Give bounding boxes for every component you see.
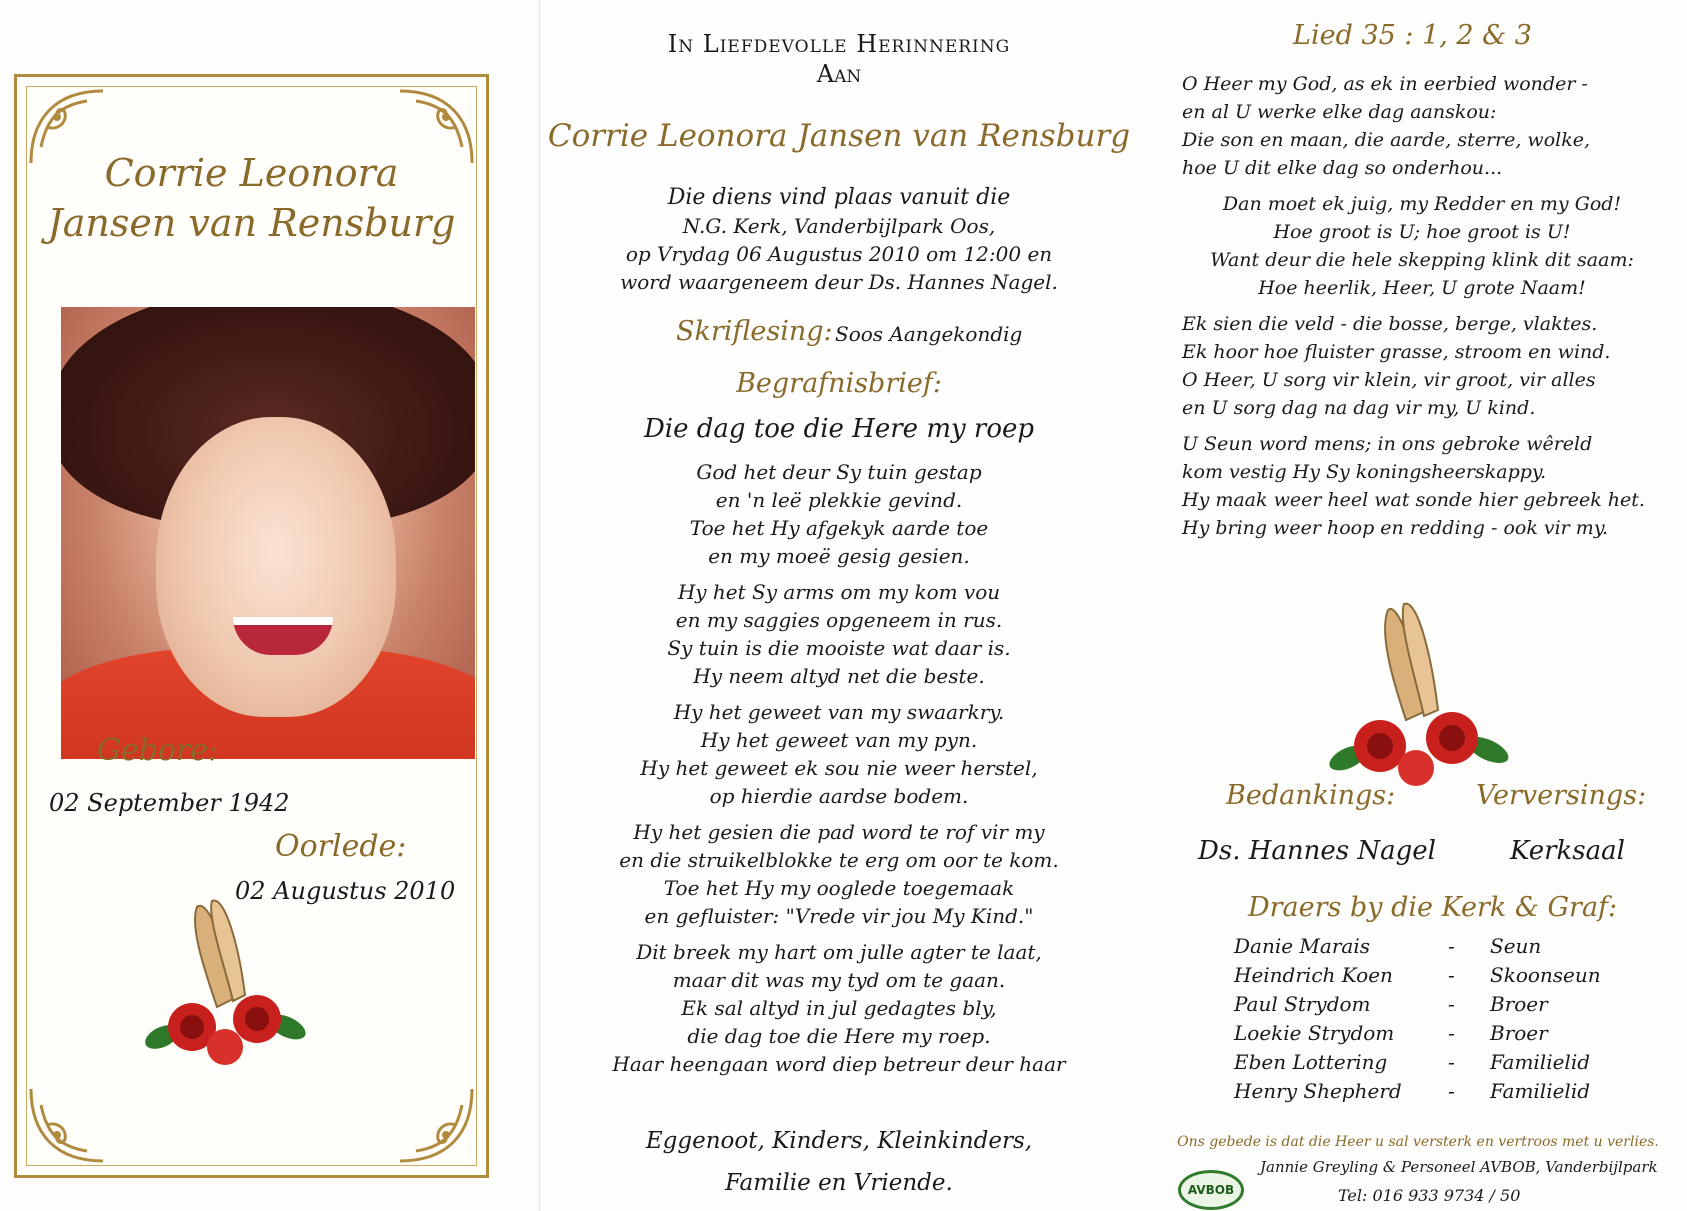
prayer-note: Ons gebede is dat die Heer u sal versterk en vertroos met u verlies.: [1177, 1134, 1659, 1150]
thanks-label: Bedankings:: [1226, 780, 1396, 811]
portrait-photo: [61, 307, 475, 759]
died-label: Oorlede:: [275, 829, 407, 864]
deceased-name-line2: Jansen van Rensburg: [47, 201, 456, 245]
bearer-row: Paul Strydom - Broer: [1234, 992, 1548, 1016]
service-line: word waargeneem deur Ds. Hannes Nagel.: [620, 270, 1058, 294]
bearer-row: Henry Shepherd - Familielid: [1234, 1079, 1591, 1103]
praying-hands-roses-icon: [137, 887, 317, 1067]
heading-to: Aan: [816, 60, 862, 88]
funeral-letter-title: Die dag toe die Here my roep: [643, 414, 1035, 444]
funeral-letter-label: Begrafnisbrief:: [736, 368, 942, 399]
hymn-verse: Ek sien die veld - die bosse, berge, vlaktes. Ek hoor hoe fluister grasse, stroom en wind. O Heer, U sorg vir klein, vir groot, vir alles en U sorg dag na dag vir my, U kind.: [1182, 313, 1611, 419]
thanks-value: Ds. Hannes Nagel: [1198, 836, 1436, 866]
poem-stanza: Hy het gesien die pad word te rof vir my en die struikelblokke te erg om oor te kom. Toe het Hy my ooglede toegemaak en gefluister: "Vrede vir jou My Kind.": [619, 820, 1059, 928]
born-date: 02 September 1942: [49, 789, 290, 817]
service-line: Die diens vind plaas vanuit die: [667, 185, 1011, 210]
poem-stanza: Hy het Sy arms om my kom vou en my saggies opgeneem in rus. Sy tuin is die mooiste wat daar is. Hy neem altyd net die beste.: [667, 580, 1011, 688]
service-line: op Vrydag 06 Augustus 2010 om 12:00 en: [625, 242, 1053, 266]
bearers-list: [1234, 934, 1674, 1114]
hymn-verse: U Seun word mens; in ons gebroke wêreld kom vestig Hy Sy koningsheerskappy. Hy maak weer heel wat sonde hier gebreek het. Hy bring weer hoop en redding - ook vir my.: [1182, 433, 1645, 539]
poem-stanza: Hy het geweet van my swaarkry. Hy het geweet van my pyn. Hy het geweet ek sou nie weer herstel, op hierdie aardse bodem.: [640, 700, 1038, 808]
praying-hands-roses-icon: [1318, 590, 1518, 790]
reading-label: Skriflesing:: [676, 316, 833, 347]
memorial-card-frame: [14, 74, 489, 1178]
service-details: [540, 184, 1138, 296]
undertaker-line: Jannie Greyling & Personeel AVBOB, Vanderbijlpark: [1260, 1158, 1658, 1176]
hymn-verse: Dan moet ek juig, my Redder en my God! Hoe groot is U; hoe groot is U! Want deur die hele skepping klink dit saam: Hoe heerlik, Heer, U grote Naam!: [1210, 193, 1634, 299]
family-line1: Eggenoot, Kinders, Kleinkinders,: [645, 1128, 1033, 1154]
left-panel: [0, 0, 540, 1211]
hymn-verses: [1182, 70, 1682, 550]
ornament-corner-icon: [396, 1085, 476, 1165]
middle-panel: [540, 0, 1138, 1211]
poem-stanza: God het deur Sy tuin gestap en 'n leë plekkie gevind. Toe het Hy afgekyk aarde toe en my moeë gesig gesien.: [689, 460, 989, 568]
bearer-row: Danie Marais - Seun: [1234, 934, 1542, 958]
deceased-name-line1: Corrie Leonora: [104, 151, 399, 195]
bearer-row: Loekie Strydom - Broer: [1234, 1021, 1548, 1045]
reading-value: Soos Aangekondig: [835, 322, 1023, 346]
poem-stanza: Dit breek my hart om julle agter te laat, maar dit was my tyd om te gaan. Ek sal altyd in jul gedagtes bly, die dag toe die Here my roep. Haar heengaan word diep betreur deur haar: [612, 940, 1066, 1076]
died-date: 02 Augustus 2010: [235, 877, 456, 905]
hymn-verse: O Heer my God, as ek in eerbied wonder - en al U werke elke dag aanskou: Die son en maan, die aarde, sterre, wolke, hoe U dit elke dag so onderhou...: [1182, 73, 1591, 179]
bearer-row: Eben Lottering - Familielid: [1234, 1050, 1591, 1074]
born-label: Gebore:: [97, 733, 219, 768]
deceased-full-name: Corrie Leonora Jansen van Rensburg: [547, 118, 1131, 154]
hymn-title: Lied 35 : 1, 2 & 3: [1293, 20, 1532, 51]
telephone-line: Tel: 016 933 9734 / 50: [1338, 1186, 1521, 1205]
avbob-logo: AVBOB: [1178, 1170, 1244, 1210]
funeral-letter-poem: [540, 458, 1138, 1086]
right-panel: [1138, 0, 1687, 1211]
ornament-corner-icon: [27, 1085, 107, 1165]
heading-in-loving-memory: In Liefdevolle Herinnering: [667, 30, 1011, 58]
bearers-label: Draers by die Kerk & Graf:: [1248, 892, 1618, 923]
service-line: N.G. Kerk, Vanderbijlpark Oos,: [682, 214, 996, 238]
refreshments-label: Verversings:: [1476, 780, 1647, 811]
refreshments-value: Kerksaal: [1510, 836, 1625, 866]
family-line2: Familie en Vriende.: [725, 1170, 953, 1196]
bearer-row: Heindrich Koen - Skoonseun: [1234, 963, 1601, 987]
